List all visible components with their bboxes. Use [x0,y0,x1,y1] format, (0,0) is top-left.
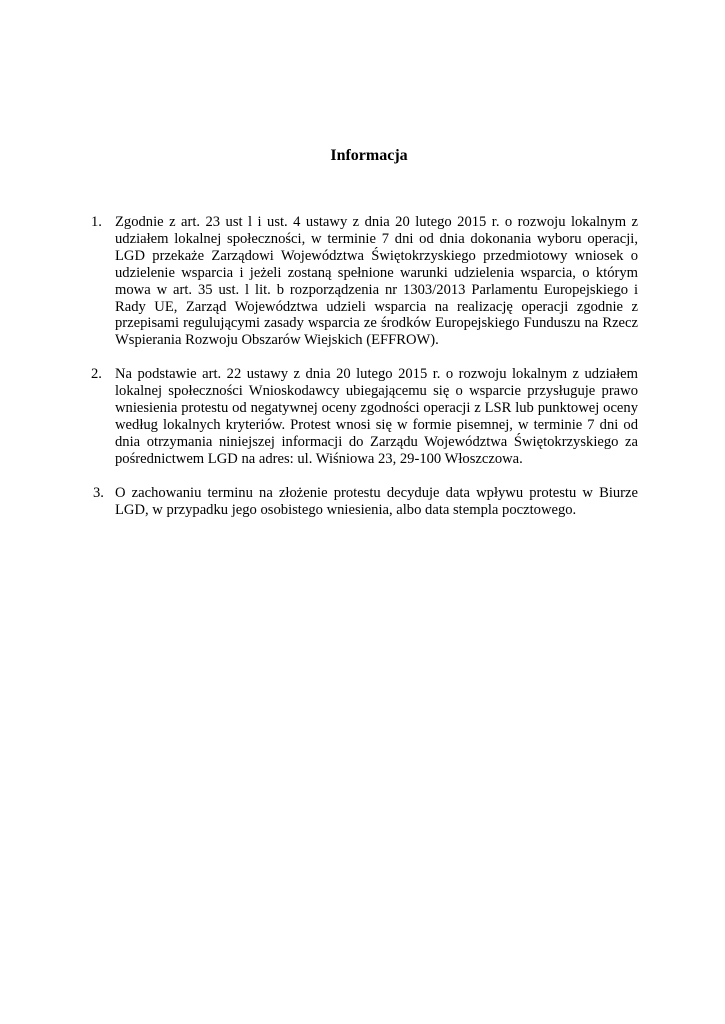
list-item-text: O zachowaniu terminu na złożenie protestu decyduje data wpływu protestu w Biurze LGD, w przypadku jego osobistego wniesienia, albo data stempla pocztowego. [115,484,638,518]
list-item-number: 2. [91,366,102,383]
list-item [87,214,638,349]
list-item [87,366,638,467]
list-item-text: Zgodnie z art. 23 ust l i ust. 4 ustawy z dnia 20 lutego 2015 r. o rozwoju lokalnym z udziałem lokalnej społeczności, w terminie 7 dni od dnia dokonania wyboru operacji, LGD przekaże Zarządowi Województwa Świętokrzyskiego przedmiotowy wniosek o udzielenie wsparcia i jeżeli zostaną spełnione warunki udzielenia wsparcia, o którym mowa w art. 35 ust. l lit. b rozporządzenia nr 1303/2013 Parlamentu Europejskiego i Rady UE, Zarząd Województwa udzieli wsparcia na realizację operacji zgodnie z przepisami regulującymi zasady wsparcia ze środków Europejskiego Funduszu na Rzecz Wspierania Rozwoju Obszarów Wiejskich (EFFROW). [115,214,638,349]
list-item-text: Na podstawie art. 22 ustawy z dnia 20 lutego 2015 r. o rozwoju lokalnym z udziałem lokalnej społeczności Wnioskodawcy ubiegającemu się o wsparcie przysługuje prawo wniesienia protestu od negatywnej oceny zgodności operacji z LSR lub punktowej oceny według lokalnych kryteriów. Protest wnosi się w formie pisemnej, w terminie 7 dni od dnia otrzymania niniejszej informacji do Zarządu Województwa Świętokrzyskiego za pośrednictwem LGD na adres: ul. Wiśniowa 23, 29-100 Włoszczowa. [115,366,638,467]
list-item-number: 3. [93,484,104,501]
document-title: Informacja [330,147,408,164]
list-item-number: 1. [91,214,102,230]
list-item [87,485,638,519]
numbered-list [87,214,638,519]
